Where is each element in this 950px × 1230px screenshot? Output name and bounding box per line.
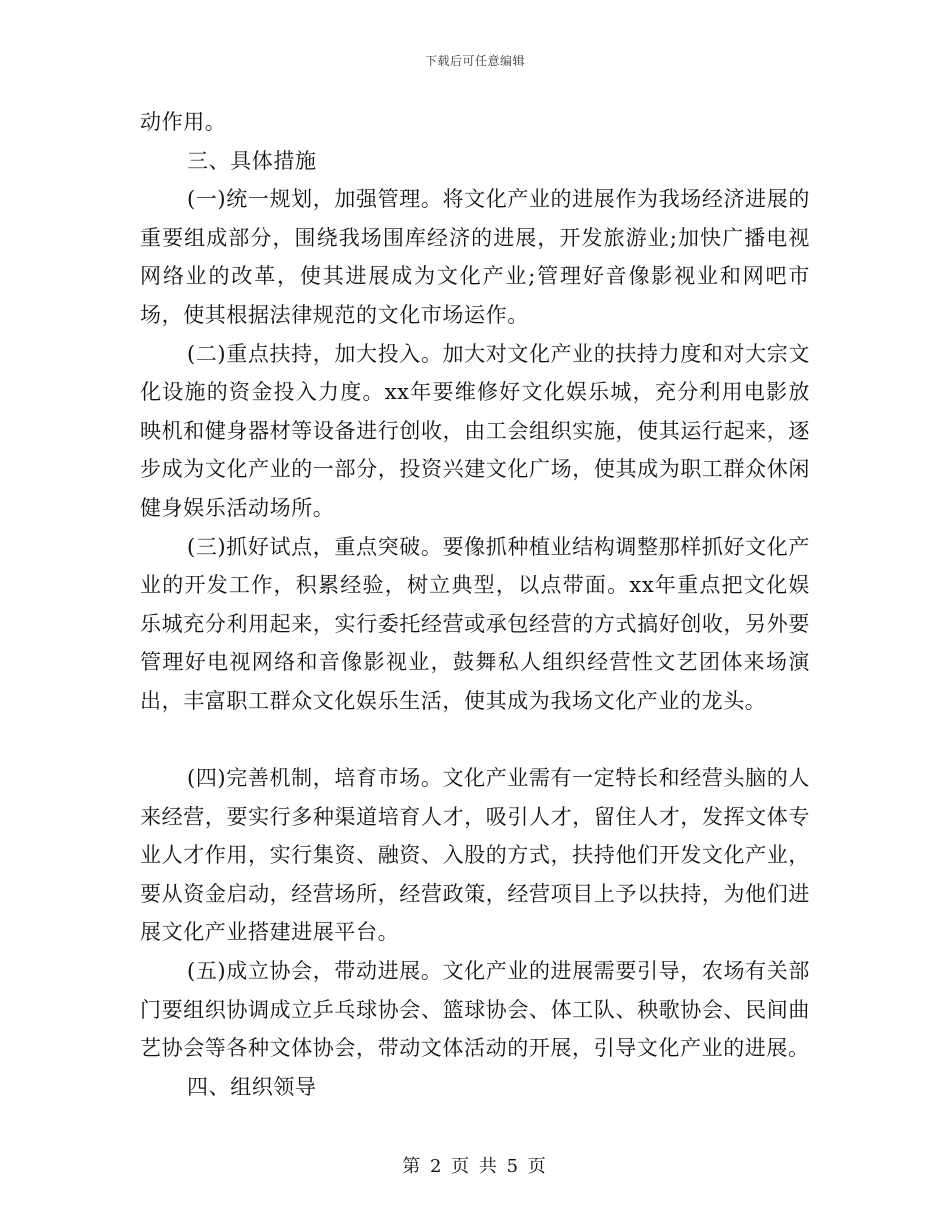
paragraph-measure-3: (三)抓好试点，重点突破。要像抓种植业结构调整那样抓好文化产业的开发工作，积累经验，树立典型，以点带面。xx年重点把文化娱乐城充分利用起来，实行委托经营或承包经营的方式搞好创收，另外要管理好电视网络和音像影视业，鼓舞私人组织经营性文艺团体来场演出，丰富职工群众文化娱乐生活，使其成为我场文化产业的龙头。 bbox=[140, 534, 810, 713]
paragraph-measure-1: (一)统一规划，加强管理。将文化产业的进展作为我场经济进展的重要组成部分，围绕我场围库经济的进展，开发旅游业;加快广播电视网络业的改革，使其进展成为文化产业;管理好音像影视业和网吧市场，使其根据法律规范的文化市场运作。 bbox=[140, 187, 810, 327]
paragraph-measure-5: (五)成立协会，带动进展。文化产业的进展需要引导，农场有关部门要组织协调成立乒乓球协会、篮球协会、体工队、秧歌协会、民间曲艺协会等各种文体协会，带动文体活动的开展，引导文化产业的进展。 bbox=[140, 959, 810, 1061]
document-body bbox=[140, 103, 810, 1106]
section-heading-leadership: 四、组织领导 bbox=[187, 1074, 317, 1099]
section-heading-measures: 三、具体措施 bbox=[187, 148, 317, 173]
page-number-footer: 第 2 页 共 5 页 bbox=[402, 1156, 548, 1177]
paragraph-measure-2: (二)重点扶持，加大投入。加大对文化产业的扶持力度和对大宗文化设施的资金投入力度。xx年要维修好文化娱乐城，充分利用电影放映机和健身器材等设备进行创收，由工会组织实施，使其运行起来，逐步成为文化产业的一部分，投资兴建文化广场，使其成为职工群众休闲健身娱乐活动场所。 bbox=[140, 341, 810, 520]
paragraph-measure-4: (四)完善机制，培育市场。文化产业需有一定特长和经营头脑的人来经营，要实行多种渠道培育人才，吸引人才，留住人才，发挥文体专业人才作用，实行集资、融资、入股的方式，扶持他们开发文化产业，要从资金启动，经营场所，经营政策，经营项目上予以扶持，为他们进展文化产业搭建进展平台。 bbox=[140, 766, 810, 945]
page-header: 下载后可任意编辑 bbox=[424, 54, 525, 68]
paragraph-continuation: 动作用。 bbox=[140, 110, 227, 134]
